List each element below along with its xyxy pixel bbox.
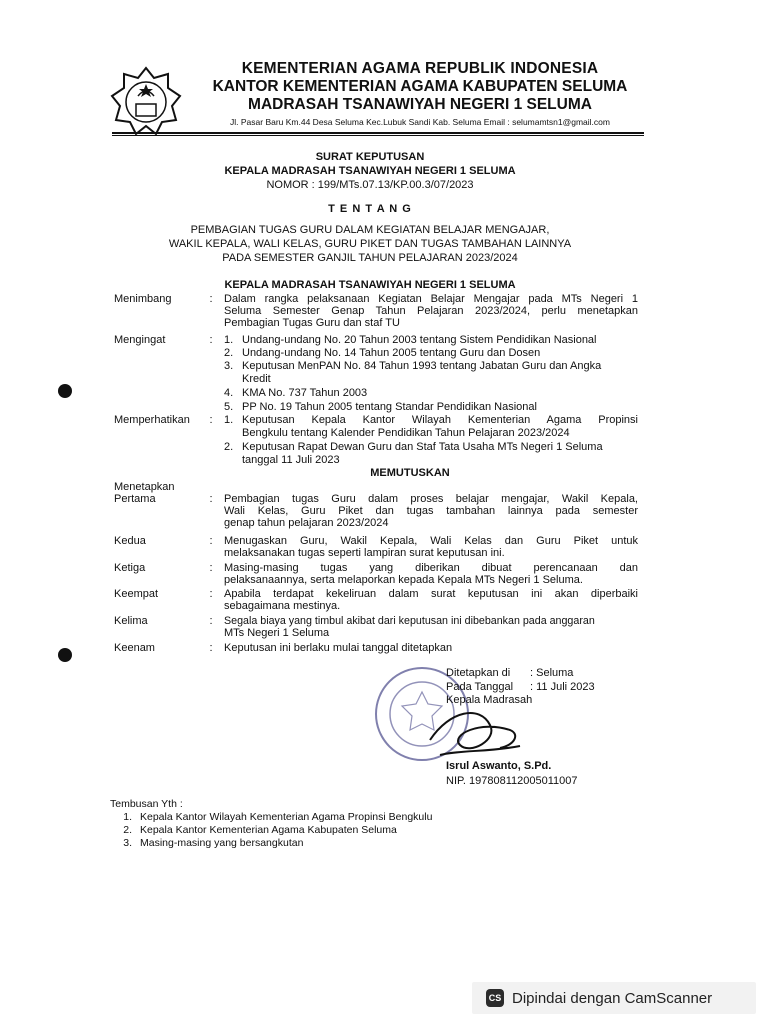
memperhatikan-item-2b: tanggal 11 Juli 2023 — [242, 454, 340, 466]
memperhatikan-item-1b: Bengkulu tentang Kalender Pendidikan Tahun Pelajaran 2023/2024 — [242, 427, 570, 439]
menimbang-line-3: Pembagian Tugas Guru dan staf TU — [224, 317, 400, 329]
memperhatikan-item-1a: Keputusan Kepala Kantor Wilayah Kementerian Agama Propinsi — [242, 414, 638, 426]
list-item — [110, 837, 432, 850]
section-colon: : — [209, 293, 213, 305]
letterhead-rule-thin — [112, 135, 644, 136]
tembusan-item-2: Kepala Kantor Kementerian Agama Kabupaten Seluma — [140, 824, 397, 836]
list-number: 4. — [224, 387, 234, 399]
tanggal-label: Pada Tanggal — [446, 681, 514, 693]
section-label: Keenam — [114, 642, 155, 654]
letterhead-rule-thick — [112, 132, 644, 134]
kedua-line-2: melaksanakan tugas seperti lampiran surat keputusan ini. — [224, 547, 505, 559]
ketiga-line-2: pelaksanaannya, serta melaporkan kepada Kepala MTs Negeri 1 Seluma. — [224, 574, 583, 586]
letterhead-ministry: KEMENTERIAN AGAMA REPUBLIK INDONESIA — [241, 60, 599, 77]
section-colon: : — [209, 334, 213, 346]
tanggal-value: : 11 Juli 2023 — [530, 681, 595, 693]
decree-issuer: KEPALA MADRASAH TSANAWIYAH NEGERI 1 SELUMA — [224, 165, 516, 177]
section-colon: : — [209, 588, 213, 600]
section-colon: : — [209, 493, 213, 505]
section-colon: : — [209, 562, 213, 574]
camscanner-watermark — [472, 982, 756, 1014]
mengingat-item-4: KMA No. 737 Tahun 2003 — [242, 387, 368, 399]
list-item — [110, 811, 432, 824]
section-label: Mengingat — [114, 334, 166, 346]
section-body — [224, 493, 638, 529]
kelima-line-1: Segala biaya yang timbul akibat dari keputusan ini dibebankan pada anggaran — [224, 615, 595, 627]
mengingat-item-5: PP No. 19 Tahun 2005 tentang Standar Pendidikan Nasional — [242, 401, 537, 413]
ditetapkan-value: : Seluma — [530, 667, 574, 679]
punch-hole — [58, 384, 72, 398]
letterhead-office: KANTOR KEMENTERIAN AGAMA KABUPATEN SELUMA — [212, 78, 628, 95]
decree-tentang: T E N T A N G — [328, 203, 412, 215]
decree-subject-line-3: PADA SEMESTER GANJIL TAHUN PELAJARAN 2023/2024 — [222, 252, 518, 264]
decree-title: SURAT KEPUTUSAN — [315, 151, 425, 163]
list-number: 3. — [224, 360, 234, 372]
list-number: 2. — [224, 347, 234, 359]
camscanner-text: Dipindai dengan CamScanner — [512, 989, 713, 1007]
section-colon: : — [209, 615, 213, 627]
section-label: Memperhatikan — [114, 414, 190, 426]
ditetapkan-label: Ditetapkan di — [446, 667, 511, 679]
section-label: Menimbang — [114, 293, 172, 305]
section-body — [224, 535, 638, 559]
decree-subject-line-2: WAKIL KEPALA, WALI KELAS, GURU PIKET DAN TUGAS TAMBAHAN LAINNYA — [168, 238, 572, 250]
pertama-line-1: Pembagian tugas Guru dalam proses belajar mengajar, Wakil Kepala, — [224, 493, 638, 505]
signatory-nip: NIP. 197808112005011007 — [446, 775, 578, 787]
decree-subject-line-1: PEMBAGIAN TUGAS GURU DALAM KEGIATAN BELAJAR MENGAJAR, — [190, 224, 550, 236]
section-body — [224, 562, 638, 586]
section-label: Ketiga — [114, 562, 146, 574]
section-body — [224, 615, 638, 639]
section-body — [224, 588, 638, 612]
mengingat-item-3: Keputusan MenPAN No. 84 Tahun 1993 tentang Jabatan Guru dan Angka — [242, 360, 602, 372]
signature-tanggal — [446, 681, 595, 694]
letterhead-school: MADRASAH TSANAWIYAH NEGERI 1 SELUMA — [248, 96, 592, 113]
list-number: 3. — [123, 837, 132, 849]
section-body — [224, 642, 638, 654]
list-number: 2. — [123, 824, 132, 836]
mengingat-item-3-cont: Kredit — [242, 373, 271, 385]
mengingat-item-1: Undang-undang No. 20 Tahun 2003 tentang Sistem Pendidikan Nasional — [242, 334, 597, 346]
keenam-line-1: Keputusan ini berlaku mulai tanggal ditetapkan — [224, 642, 453, 654]
ketiga-line-1: Masing-masing tugas yang diberikan dibuat perencanaan dan — [224, 562, 638, 574]
tembusan-item-1: Kepala Kantor Wilayah Kementerian Agama Propinsi Bengkulu — [140, 811, 433, 823]
letterhead-address: Jl. Pasar Baru Km.44 Desa Seluma Kec.Lubuk Sandi Kab. Seluma Email : selumamtsn1@gmail.com — [230, 117, 610, 127]
section-colon: : — [209, 535, 213, 547]
decree-number: NOMOR : 199/MTs.07.13/KP.00.3/07/2023 — [266, 179, 474, 191]
kedua-line-1: Menugaskan Guru, Wakil Kepala, Wali Kelas dan Guru Piket untuk — [224, 535, 638, 547]
punch-hole — [58, 648, 72, 662]
list-number: 1. — [224, 414, 234, 426]
memutuskan-heading: MEMUTUSKAN — [370, 467, 450, 479]
signature-ditetapkan — [446, 667, 573, 680]
pertama-line-3: genap tahun pelajaran 2023/2024 — [224, 517, 389, 529]
signature-role: Kepala Madrasah — [446, 694, 533, 706]
list-number: 5. — [224, 401, 234, 413]
list-number: 2. — [224, 441, 234, 453]
list-item — [110, 824, 432, 837]
ministry-of-religion-logo-icon — [110, 66, 182, 138]
section-label: Pertama — [114, 493, 156, 505]
section-label: Kelima — [114, 615, 148, 627]
keempat-line-1: Apabila terdapat kekeliruan dalam surat keputusan ini akan diperbaiki — [224, 588, 638, 600]
section-body — [224, 293, 638, 329]
camscanner-icon: CS — [486, 989, 504, 1007]
decree-head-heading: KEPALA MADRASAH TSANAWIYAH NEGERI 1 SELUMA — [224, 279, 516, 291]
menimbang-line-2: Seluma Semester Genap Tahun Pelajaran 2023/2024, perlu menetapkan — [224, 305, 638, 317]
pertama-line-2: Wali Kelas, Guru Piket dan tugas tambahan lainnya pada semester — [224, 505, 638, 517]
kelima-line-2: MTs Negeri 1 Seluma — [224, 627, 330, 639]
list-number: 1. — [123, 811, 132, 823]
letterhead — [190, 60, 650, 128]
section-colon: : — [209, 414, 213, 426]
list-number: 1. — [224, 334, 234, 346]
tembusan-item-3: Masing-masing yang bersangkutan — [140, 837, 304, 849]
menetapkan-label: Menetapkan — [114, 481, 175, 493]
tembusan-title: Tembusan Yth : — [110, 798, 183, 810]
section-label: Keempat — [114, 588, 159, 600]
menimbang-line-1: Dalam rangka pelaksanaan Kegiatan Belajar Mengajar pada MTs Negeri 1 — [224, 293, 638, 305]
keempat-line-2: sebagaimana mestinya. — [224, 600, 341, 612]
memperhatikan-item-2a: Keputusan Rapat Dewan Guru dan Staf Tata Usaha MTs Negeri 1 Seluma — [242, 441, 603, 453]
tembusan-block — [110, 798, 432, 850]
section-colon: : — [209, 642, 213, 654]
mengingat-item-2: Undang-undang No. 14 Tahun 2005 tentang Guru dan Dosen — [242, 347, 541, 359]
section-label: Kedua — [114, 535, 146, 547]
signatory-name: Isrul Aswanto, S.Pd. — [446, 760, 552, 772]
